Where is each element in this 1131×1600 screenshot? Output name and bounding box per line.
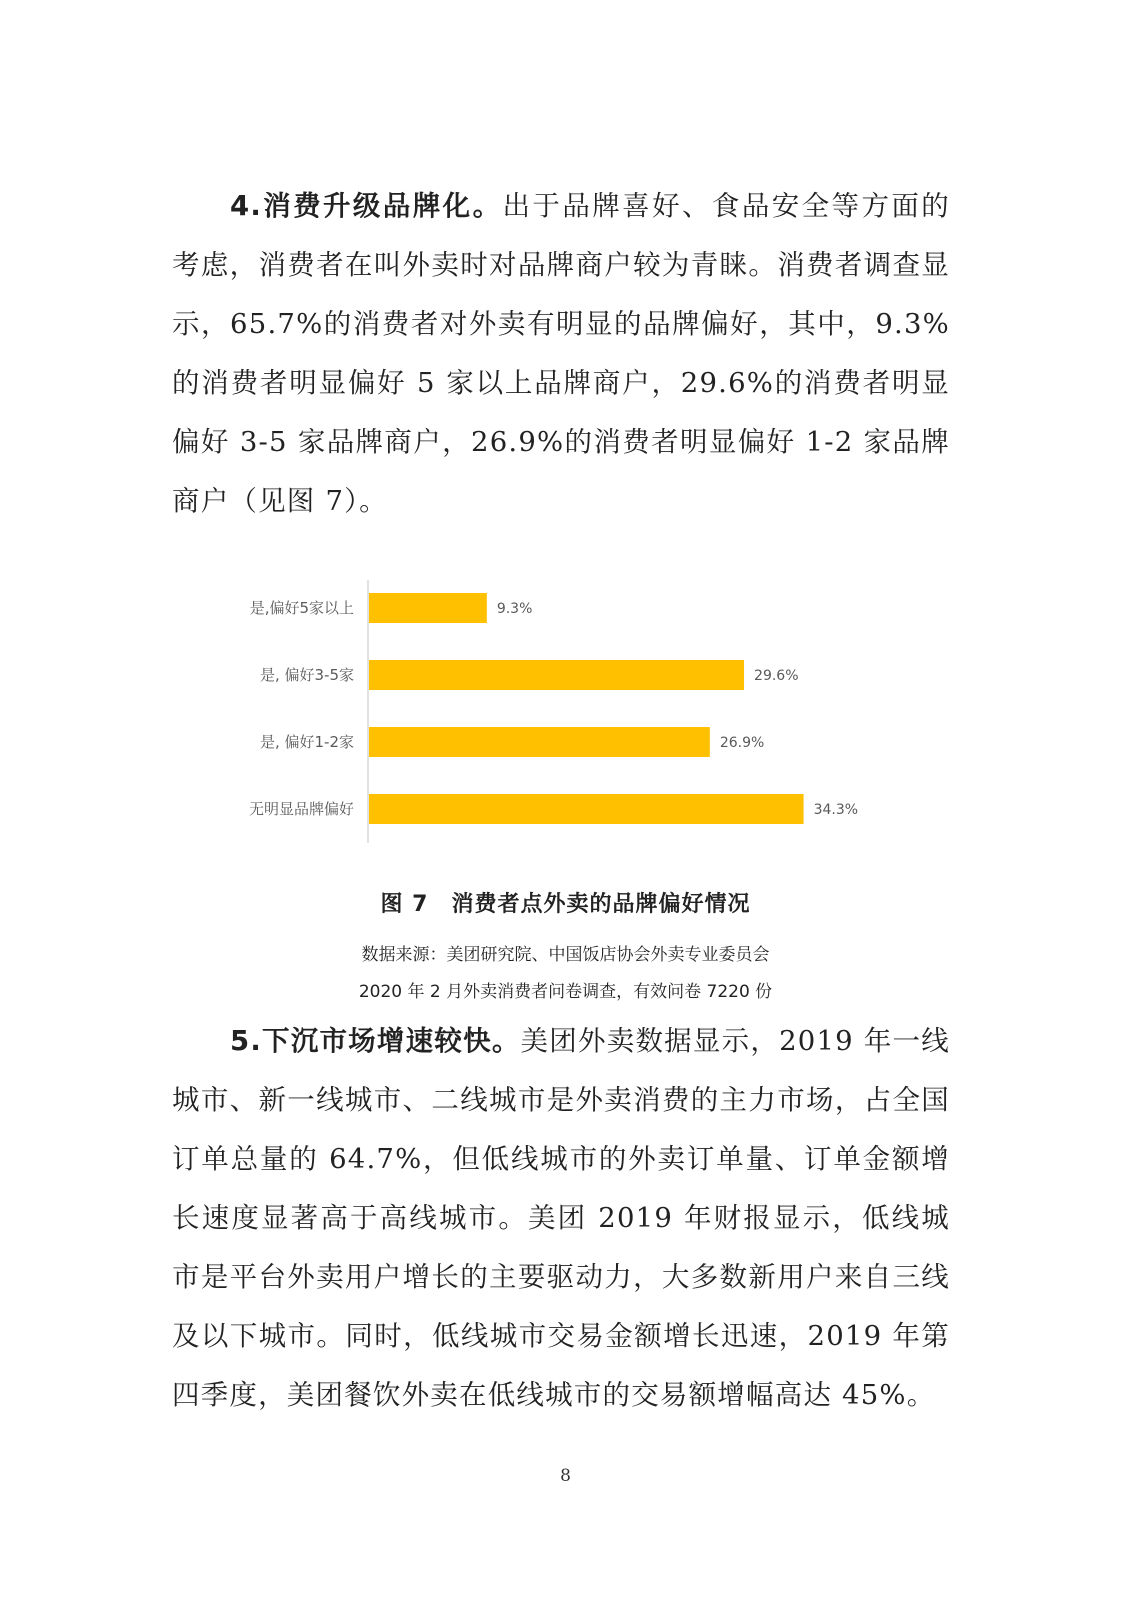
paragraph-lead: 5.下沉市场增速较快。	[230, 1025, 521, 1057]
figure-source: 数据来源：美团研究院、中国饭店协会外卖专业委员会	[361, 945, 770, 965]
bar	[369, 660, 744, 690]
data-label: 9.3%	[496, 601, 533, 617]
paragraph-brand-preference	[172, 177, 950, 531]
data-label: 34.3%	[813, 802, 859, 818]
bar	[369, 794, 804, 824]
figure-title: 图 7 消费者点外卖的品牌偏好情况	[380, 892, 751, 917]
paragraph-body: 美团外卖数据显示，2019 年一线城市、新一线城市、二线城市是外卖消费的主力市场，占全国订单总量的 64.7%，但低线城市的外卖订单量、订单金额增长速度显著高于高线城市。美团 2019 年财报显示，低线城市是平台外卖用户增长的主要驱动力，大多数新用户来自三线及以下城市。同时，低线城市交易金额增长迅速，2019 年第四季度，美团餐饮外卖在低线城市的交易额增幅高达 45%。	[172, 1025, 950, 1411]
data-label: 29.6%	[754, 668, 799, 684]
paragraph-lower-tier-markets	[172, 1012, 950, 1425]
paragraph-body: 出于品牌喜好、食品安全等方面的考虑，消费者在叫外卖时对品牌商户较为青睐。消费者调查显示，65.7%的消费者对外卖有明显的品牌偏好，其中，9.3%的消费者明显偏好 5 家以上品牌商户，29.6%的消费者明显偏好 3-5 家品牌商户，26.9%的消费者明显偏好 1-2 家品牌商户（见图 7）。	[172, 190, 951, 517]
category-label: 是, 偏好3-5家	[259, 666, 354, 684]
paragraph-lead: 4.消费升级品牌化。	[230, 190, 503, 222]
category-label: 无明显品牌偏好	[248, 800, 354, 818]
category-label: 是,偏好5家以上	[249, 599, 354, 617]
category-label: 是, 偏好1-2家	[259, 733, 354, 751]
brand-preference-bar-chart	[0, 580, 1131, 860]
bar	[369, 593, 487, 623]
page-number: 8	[560, 1466, 571, 1486]
figure-source-note: 2020 年 2 月外卖消费者问卷调查，有效问卷 7220 份	[358, 982, 773, 1002]
data-label: 26.9%	[719, 735, 765, 751]
bar	[369, 727, 710, 757]
